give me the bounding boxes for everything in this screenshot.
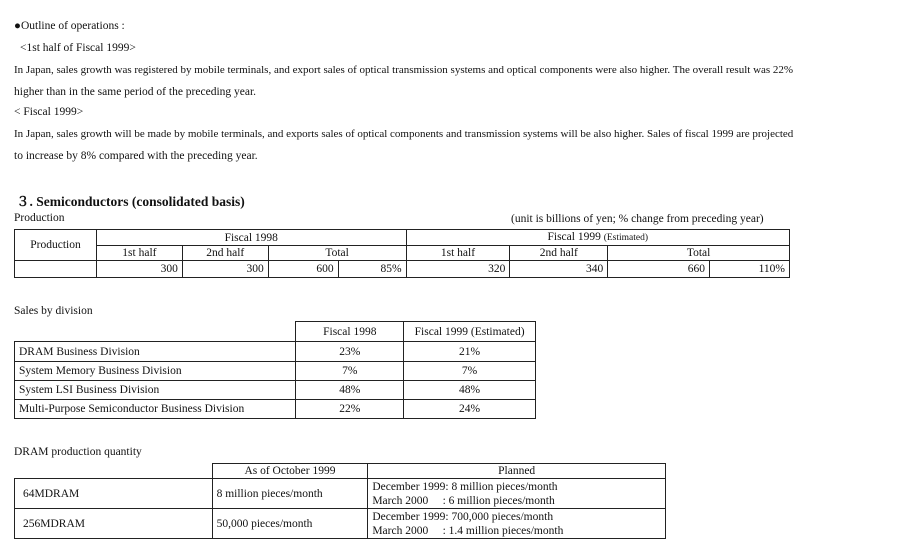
division-fy1999: 7% (404, 362, 536, 381)
fy1998-h1-value: 300 (96, 261, 182, 278)
division-name: System Memory Business Division (15, 362, 296, 381)
production-row-header: Production (15, 230, 97, 261)
fy1999-h2-header: 2nd half (510, 246, 608, 261)
fy1999-total-value: 660 (608, 261, 710, 278)
dram-corner (15, 464, 213, 479)
fy1998-pct-value: 85% (338, 261, 406, 278)
sales-col-fy1999: Fiscal 1999 (Estimated) (404, 322, 536, 342)
fy1998-h2-header: 2nd half (182, 246, 268, 261)
fiscal-label: < Fiscal 1999> (14, 106, 84, 118)
division-name: DRAM Business Division (15, 342, 296, 362)
fy1998-total-value: 600 (268, 261, 338, 278)
fy1999-estimated: (Estimated) (603, 233, 649, 243)
division-fy1998: 22% (296, 400, 404, 419)
production-table (14, 229, 790, 278)
division-name: Multi-Purpose Semiconductor Business Division (15, 400, 296, 419)
fiscal-text-line2: to increase by 8% compared with the preceding year. (14, 150, 258, 162)
dram-planned-line2: March 2000 : 6 million pieces/month (372, 494, 555, 507)
table-row (15, 362, 536, 381)
fy1999-h2-value: 340 (510, 261, 608, 278)
dram-table (14, 463, 666, 539)
fy1998-h2-value: 300 (182, 261, 268, 278)
fy1999-h1-value: 320 (406, 261, 510, 278)
dram-current: 50,000 pieces/month (212, 509, 368, 539)
fy1998-h1-header: 1st half (96, 246, 182, 261)
division-fy1999: 24% (404, 400, 536, 419)
fy1999-total-header: Total (608, 246, 790, 261)
dram-planned-line2: March 2000 : 1.4 million pieces/month (372, 524, 564, 537)
unit-note: (unit is billions of yen; % change from preceding year) (511, 213, 764, 225)
division-fy1998: 23% (296, 342, 404, 362)
fiscal-text-line1: In Japan, sales growth will be made by mobile terminals, and exports sales of optical components and transmission systems will be also higher. Sales of fiscal 1999 are projected (14, 128, 794, 140)
division-fy1999: 48% (404, 381, 536, 400)
division-fy1998: 7% (296, 362, 404, 381)
fy1999-header (406, 230, 789, 246)
dram-planned-line1: December 1999: 700,000 pieces/month (372, 510, 554, 523)
first-half-text-line1: In Japan, sales growth was registered by mobile terminals, and export sales of optical transmission systems and optical components were also higher. The overall result was 22% (14, 64, 794, 76)
table-row (15, 479, 666, 509)
division-name: System LSI Business Division (15, 381, 296, 400)
outline-heading: ●Outline of operations : (14, 20, 125, 32)
sales-corner (15, 322, 296, 342)
dram-planned (368, 509, 666, 539)
fy1998-total-header: Total (268, 246, 406, 261)
production-blank-cell (15, 261, 97, 278)
dram-col-planned: Planned (368, 464, 666, 479)
division-fy1999: 21% (404, 342, 536, 362)
first-half-label: <1st half of Fiscal 1999> (20, 42, 136, 54)
table-row (15, 400, 536, 419)
table-row (15, 342, 536, 362)
dram-product: 64MDRAM (15, 479, 213, 509)
first-half-text-line2: higher than in the same period of the preceding year. (14, 86, 257, 98)
section-title: ３. Semiconductors (consolidated basis) (16, 194, 245, 209)
dram-product: 256MDRAM (15, 509, 213, 539)
dram-planned (368, 479, 666, 509)
sales-col-fy1998: Fiscal 1998 (296, 322, 404, 342)
dram-caption: DRAM production quantity (14, 446, 142, 458)
dram-planned-line1: December 1999: 8 million pieces/month (372, 480, 558, 493)
fy1999-pct-value: 110% (710, 261, 790, 278)
division-fy1998: 48% (296, 381, 404, 400)
fy1999-label: Fiscal 1999 (547, 231, 601, 243)
table-row (15, 509, 666, 539)
production-caption: Production (14, 212, 65, 224)
dram-col-current: As of October 1999 (212, 464, 368, 479)
fy1998-header: Fiscal 1998 (96, 230, 406, 246)
fy1999-h1-header: 1st half (406, 246, 510, 261)
sales-table (14, 321, 536, 419)
dram-current: 8 million pieces/month (212, 479, 368, 509)
sales-caption: Sales by division (14, 305, 93, 317)
table-row (15, 381, 536, 400)
